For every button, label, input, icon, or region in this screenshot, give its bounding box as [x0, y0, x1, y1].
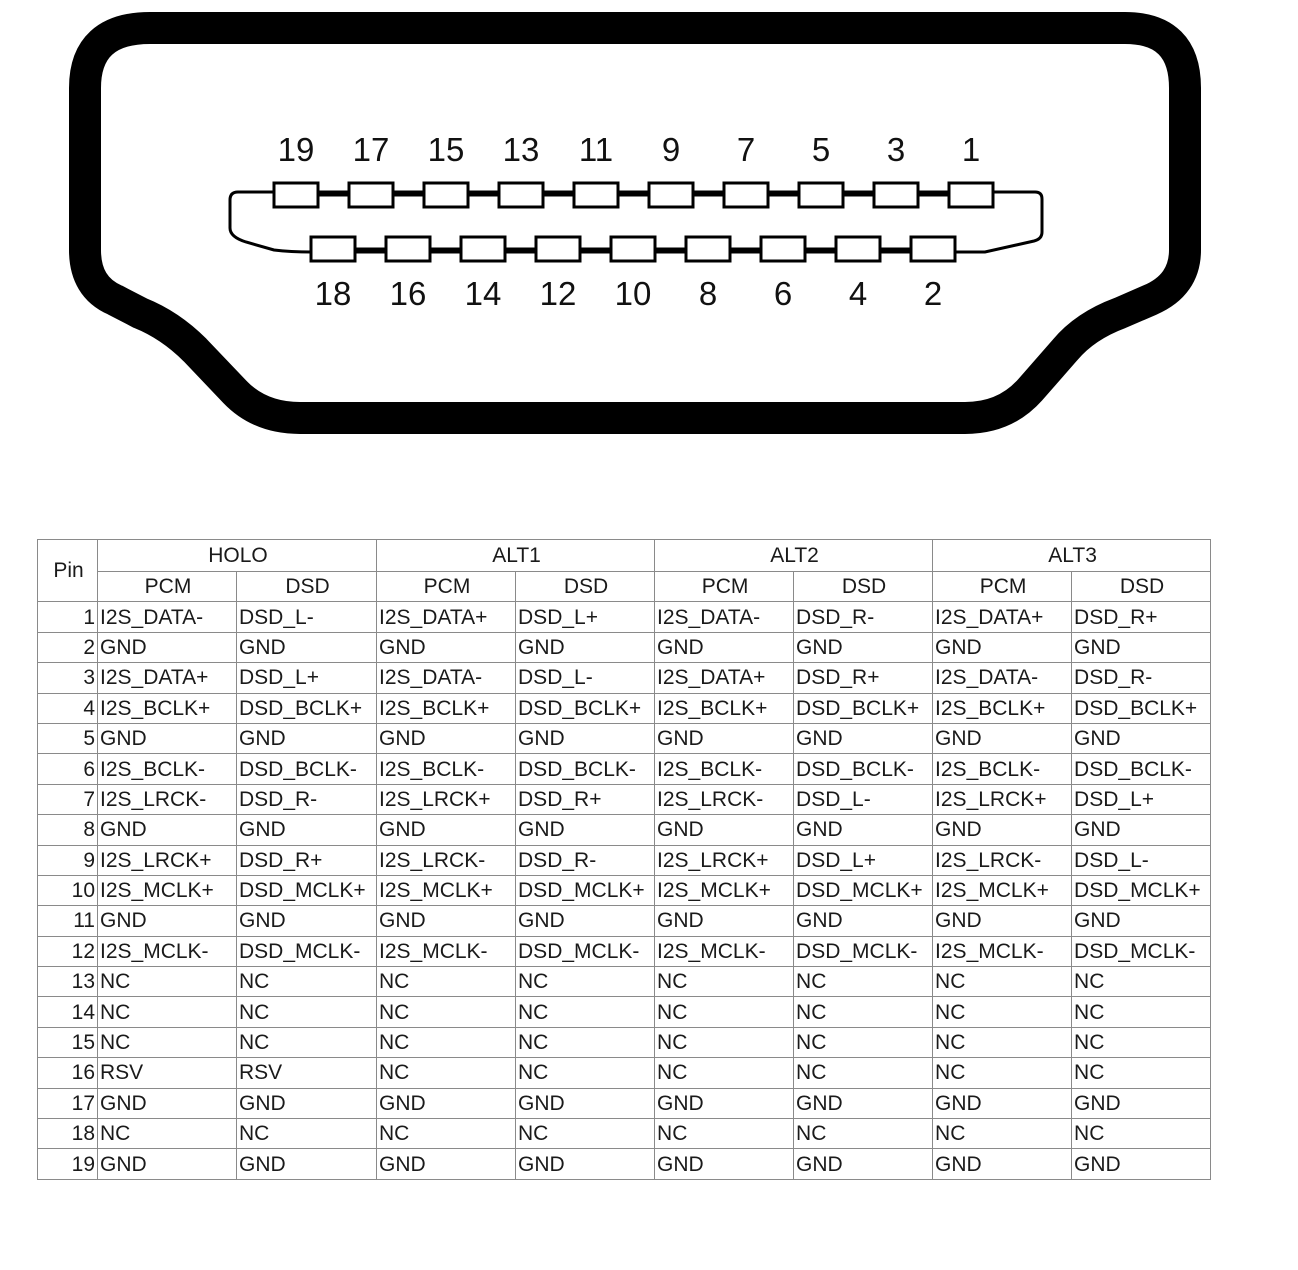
signal-cell: DSD_L+	[237, 663, 377, 693]
signal-cell: GND	[933, 815, 1072, 845]
signal-cell: NC	[377, 967, 516, 997]
pin-number-cell: 5	[38, 723, 98, 753]
signal-cell: I2S_MCLK-	[377, 936, 516, 966]
signal-cell: GND	[377, 723, 516, 753]
pin-number-label: 14	[464, 275, 502, 312]
signal-cell: GND	[1072, 815, 1211, 845]
subheader-pcm: PCM	[655, 572, 794, 602]
pin-number-label: 5	[811, 131, 831, 168]
signal-cell: DSD_BCLK+	[794, 693, 933, 723]
pin-number-cell: 6	[38, 754, 98, 784]
pin-number-cell: 9	[38, 845, 98, 875]
bottom-pin-row	[311, 237, 955, 312]
signal-cell: I2S_MCLK-	[933, 936, 1072, 966]
pin-number-label: 6	[773, 275, 793, 312]
signal-cell: NC	[933, 1058, 1072, 1088]
signal-cell: DSD_R+	[516, 784, 655, 814]
signal-cell: NC	[655, 997, 794, 1027]
pin-number-label: 18	[314, 275, 352, 312]
pin-pad-19	[274, 183, 318, 207]
signal-cell: I2S_BCLK+	[377, 693, 516, 723]
signal-cell: NC	[98, 967, 237, 997]
signal-cell: I2S_DATA-	[933, 663, 1072, 693]
signal-cell: DSD_BCLK-	[1072, 754, 1211, 784]
signal-cell: DSD_L-	[237, 602, 377, 632]
signal-cell: I2S_DATA-	[377, 663, 516, 693]
pin-number-cell: 10	[38, 875, 98, 905]
signal-cell: GND	[516, 1088, 655, 1118]
signal-cell: GND	[237, 1088, 377, 1118]
pin-pad-11	[574, 183, 618, 207]
signal-cell: GND	[98, 906, 237, 936]
signal-cell: I2S_LRCK+	[655, 845, 794, 875]
signal-cell: DSD_R+	[794, 663, 933, 693]
table-row	[38, 602, 1211, 632]
signal-cell: NC	[1072, 997, 1211, 1027]
connector-shell	[85, 28, 1185, 418]
signal-cell: GND	[98, 1088, 237, 1118]
signal-cell: I2S_DATA-	[98, 602, 237, 632]
signal-cell: I2S_BCLK-	[98, 754, 237, 784]
pin-column-header: Pin	[38, 540, 98, 602]
pin-pad-12	[536, 237, 580, 261]
pin-number-label: 16	[389, 275, 427, 312]
signal-cell: NC	[655, 967, 794, 997]
signal-cell: GND	[933, 1149, 1072, 1179]
pin-number-cell: 7	[38, 784, 98, 814]
pin-number-label: 1	[961, 131, 981, 168]
signal-cell: NC	[794, 997, 933, 1027]
signal-cell: I2S_BCLK+	[655, 693, 794, 723]
signal-cell: GND	[933, 632, 1072, 662]
group-header-alt2: ALT2	[655, 540, 933, 572]
signal-cell: NC	[655, 1119, 794, 1149]
pin-number-label: 7	[736, 131, 756, 168]
signal-cell: GND	[237, 815, 377, 845]
pin-pad-3	[874, 183, 918, 207]
pin-number-label: 13	[502, 131, 540, 168]
signal-cell: GND	[237, 723, 377, 753]
pin-number-label: 10	[614, 275, 652, 312]
pin-pad-8	[686, 237, 730, 261]
signal-cell: GND	[794, 1149, 933, 1179]
signal-cell: I2S_DATA+	[98, 663, 237, 693]
signal-cell: NC	[516, 1027, 655, 1057]
signal-cell: DSD_R-	[794, 602, 933, 632]
signal-cell: RSV	[98, 1058, 237, 1088]
signal-cell: NC	[377, 1119, 516, 1149]
signal-cell: DSD_BCLK-	[794, 754, 933, 784]
signal-cell: GND	[237, 1149, 377, 1179]
pin-pad-10	[611, 237, 655, 261]
signal-cell: DSD_MCLK-	[1072, 936, 1211, 966]
signal-cell: DSD_MCLK+	[237, 875, 377, 905]
signal-cell: GND	[98, 1149, 237, 1179]
signal-cell: GND	[794, 1088, 933, 1118]
signal-cell: I2S_LRCK-	[377, 845, 516, 875]
signal-cell: NC	[237, 967, 377, 997]
pin-number-cell: 2	[38, 632, 98, 662]
signal-cell: I2S_BCLK-	[377, 754, 516, 784]
pin-number-label: 15	[427, 131, 465, 168]
table-row	[38, 815, 1211, 845]
table-row	[38, 1088, 1211, 1118]
signal-cell: NC	[377, 997, 516, 1027]
signal-cell: GND	[377, 1149, 516, 1179]
signal-cell: I2S_LRCK-	[933, 845, 1072, 875]
signal-cell: I2S_LRCK-	[655, 784, 794, 814]
signal-cell: NC	[794, 1058, 933, 1088]
pin-number-cell: 11	[38, 906, 98, 936]
pin-number-cell: 3	[38, 663, 98, 693]
signal-cell: GND	[655, 906, 794, 936]
signal-cell: GND	[655, 632, 794, 662]
pin-number-label: 12	[539, 275, 577, 312]
table-row	[38, 1149, 1211, 1179]
pin-pad-6	[761, 237, 805, 261]
signal-cell: GND	[377, 1088, 516, 1118]
signal-cell: GND	[98, 632, 237, 662]
signal-cell: GND	[516, 632, 655, 662]
pin-assignment-table-container	[37, 539, 1211, 1180]
signal-cell: GND	[516, 906, 655, 936]
signal-cell: DSD_L-	[1072, 845, 1211, 875]
signal-cell: DSD_BCLK+	[516, 693, 655, 723]
signal-cell: DSD_MCLK-	[516, 936, 655, 966]
table-row	[38, 967, 1211, 997]
signal-cell: I2S_BCLK+	[98, 693, 237, 723]
signal-cell: NC	[98, 1027, 237, 1057]
signal-cell: GND	[98, 723, 237, 753]
table-row	[38, 693, 1211, 723]
signal-cell: GND	[794, 906, 933, 936]
signal-cell: DSD_L-	[516, 663, 655, 693]
pin-number-cell: 1	[38, 602, 98, 632]
signal-cell: GND	[237, 632, 377, 662]
signal-cell: DSD_MCLK+	[794, 875, 933, 905]
table-row	[38, 1027, 1211, 1057]
pin-pad-9	[649, 183, 693, 207]
signal-cell: NC	[1072, 967, 1211, 997]
signal-cell: NC	[933, 997, 1072, 1027]
signal-cell: I2S_MCLK-	[98, 936, 237, 966]
signal-cell: GND	[1072, 1088, 1211, 1118]
signal-cell: NC	[794, 1027, 933, 1057]
signal-cell: NC	[1072, 1119, 1211, 1149]
table-row	[38, 784, 1211, 814]
signal-cell: DSD_MCLK+	[516, 875, 655, 905]
pin-pad-1	[949, 183, 993, 207]
pin-number-cell: 13	[38, 967, 98, 997]
table-row	[38, 663, 1211, 693]
signal-cell: I2S_DATA+	[933, 602, 1072, 632]
pin-number-label: 4	[848, 275, 868, 312]
pin-pad-2	[911, 237, 955, 261]
group-header-holo: HOLO	[98, 540, 377, 572]
signal-cell: GND	[1072, 1149, 1211, 1179]
hdmi-connector-diagram	[0, 0, 1298, 450]
subheader-dsd: DSD	[516, 572, 655, 602]
signal-cell: NC	[377, 1058, 516, 1088]
pin-number-cell: 12	[38, 936, 98, 966]
pin-number-cell: 17	[38, 1088, 98, 1118]
signal-cell: DSD_L-	[794, 784, 933, 814]
signal-cell: NC	[933, 1027, 1072, 1057]
pin-number-label: 11	[578, 131, 614, 168]
pin-pad-7	[724, 183, 768, 207]
signal-cell: GND	[377, 815, 516, 845]
signal-cell: DSD_R-	[516, 845, 655, 875]
signal-cell: GND	[1072, 906, 1211, 936]
top-pin-row	[274, 131, 993, 207]
signal-cell: RSV	[237, 1058, 377, 1088]
pin-number-label: 19	[277, 131, 315, 168]
subheader-pcm: PCM	[377, 572, 516, 602]
pin-table-body	[38, 602, 1211, 1179]
signal-cell: DSD_BCLK+	[1072, 693, 1211, 723]
signal-cell: GND	[655, 723, 794, 753]
pin-pad-14	[461, 237, 505, 261]
signal-cell: I2S_LRCK-	[98, 784, 237, 814]
signal-cell: I2S_LRCK+	[933, 784, 1072, 814]
signal-cell: I2S_BCLK-	[933, 754, 1072, 784]
pin-pad-16	[386, 237, 430, 261]
pin-assignment-table	[37, 539, 1211, 1180]
group-header-row	[38, 540, 1211, 572]
signal-cell: NC	[237, 997, 377, 1027]
signal-cell: DSD_MCLK-	[794, 936, 933, 966]
signal-cell: I2S_LRCK+	[98, 845, 237, 875]
signal-cell: GND	[377, 906, 516, 936]
signal-cell: GND	[1072, 632, 1211, 662]
signal-cell: NC	[794, 967, 933, 997]
subheader-dsd: DSD	[794, 572, 933, 602]
signal-cell: NC	[933, 1119, 1072, 1149]
signal-cell: DSD_MCLK-	[237, 936, 377, 966]
signal-cell: I2S_MCLK-	[655, 936, 794, 966]
signal-cell: I2S_MCLK+	[98, 875, 237, 905]
signal-cell: GND	[516, 723, 655, 753]
pin-number-label: 3	[886, 131, 906, 168]
signal-cell: NC	[516, 967, 655, 997]
signal-cell: NC	[237, 1119, 377, 1149]
signal-cell: NC	[1072, 1058, 1211, 1088]
signal-cell: NC	[516, 1119, 655, 1149]
signal-cell: DSD_L+	[1072, 784, 1211, 814]
pin-number-cell: 15	[38, 1027, 98, 1057]
signal-cell: GND	[516, 1149, 655, 1179]
table-row	[38, 1119, 1211, 1149]
pin-pad-18	[311, 237, 355, 261]
signal-cell: I2S_DATA-	[655, 602, 794, 632]
signal-cell: DSD_BCLK-	[516, 754, 655, 784]
pin-number-cell: 18	[38, 1119, 98, 1149]
table-row	[38, 906, 1211, 936]
signal-cell: DSD_BCLK+	[237, 693, 377, 723]
table-row	[38, 1058, 1211, 1088]
signal-cell: GND	[377, 632, 516, 662]
signal-cell: NC	[237, 1027, 377, 1057]
signal-cell: NC	[98, 997, 237, 1027]
table-row	[38, 754, 1211, 784]
signal-cell: GND	[933, 1088, 1072, 1118]
signal-cell: DSD_MCLK+	[1072, 875, 1211, 905]
pin-number-cell: 8	[38, 815, 98, 845]
signal-cell: GND	[794, 723, 933, 753]
table-row	[38, 845, 1211, 875]
signal-cell: NC	[655, 1027, 794, 1057]
pin-pad-17	[349, 183, 393, 207]
pin-number-label: 2	[923, 275, 943, 312]
pin-number-cell: 19	[38, 1149, 98, 1179]
signal-cell: I2S_LRCK+	[377, 784, 516, 814]
signal-cell: I2S_BCLK+	[933, 693, 1072, 723]
signal-cell: NC	[794, 1119, 933, 1149]
signal-cell: GND	[933, 723, 1072, 753]
signal-cell: I2S_DATA+	[655, 663, 794, 693]
signal-cell: I2S_DATA+	[377, 602, 516, 632]
signal-cell: NC	[516, 1058, 655, 1088]
signal-cell: NC	[98, 1119, 237, 1149]
group-header-alt3: ALT3	[933, 540, 1211, 572]
signal-cell: NC	[1072, 1027, 1211, 1057]
subheader-dsd: DSD	[1072, 572, 1211, 602]
signal-cell: DSD_L+	[794, 845, 933, 875]
signal-cell: GND	[655, 1149, 794, 1179]
signal-cell: GND	[237, 906, 377, 936]
subheader-dsd: DSD	[237, 572, 377, 602]
subheader-pcm: PCM	[933, 572, 1072, 602]
pin-pad-13	[499, 183, 543, 207]
subheader-pcm: PCM	[98, 572, 237, 602]
signal-cell: GND	[655, 1088, 794, 1118]
signal-cell: DSD_R-	[237, 784, 377, 814]
signal-cell: NC	[655, 1058, 794, 1088]
pin-pad-4	[836, 237, 880, 261]
signal-cell: NC	[516, 997, 655, 1027]
signal-cell: NC	[933, 967, 1072, 997]
pin-pad-15	[424, 183, 468, 207]
signal-cell: GND	[794, 632, 933, 662]
signal-cell: GND	[98, 815, 237, 845]
signal-cell: DSD_R+	[237, 845, 377, 875]
pin-number-label: 9	[661, 131, 681, 168]
pin-number-label: 17	[352, 131, 390, 168]
pin-number-cell: 14	[38, 997, 98, 1027]
signal-cell: I2S_MCLK+	[655, 875, 794, 905]
table-row	[38, 997, 1211, 1027]
pin-pad-5	[799, 183, 843, 207]
signal-cell: DSD_R+	[1072, 602, 1211, 632]
pin-number-cell: 4	[38, 693, 98, 723]
signal-cell: DSD_R-	[1072, 663, 1211, 693]
signal-cell: I2S_BCLK-	[655, 754, 794, 784]
signal-cell: GND	[794, 815, 933, 845]
table-row	[38, 936, 1211, 966]
signal-cell: I2S_MCLK+	[933, 875, 1072, 905]
table-row	[38, 632, 1211, 662]
table-row	[38, 723, 1211, 753]
signal-cell: GND	[655, 815, 794, 845]
pin-number-cell: 16	[38, 1058, 98, 1088]
signal-cell: DSD_L+	[516, 602, 655, 632]
sub-header-row	[38, 572, 1211, 602]
signal-cell: GND	[516, 815, 655, 845]
signal-cell: GND	[933, 906, 1072, 936]
signal-cell: DSD_BCLK-	[237, 754, 377, 784]
pin-number-label: 8	[698, 275, 718, 312]
signal-cell: NC	[377, 1027, 516, 1057]
table-row	[38, 875, 1211, 905]
group-header-alt1: ALT1	[377, 540, 655, 572]
signal-cell: I2S_MCLK+	[377, 875, 516, 905]
signal-cell: GND	[1072, 723, 1211, 753]
